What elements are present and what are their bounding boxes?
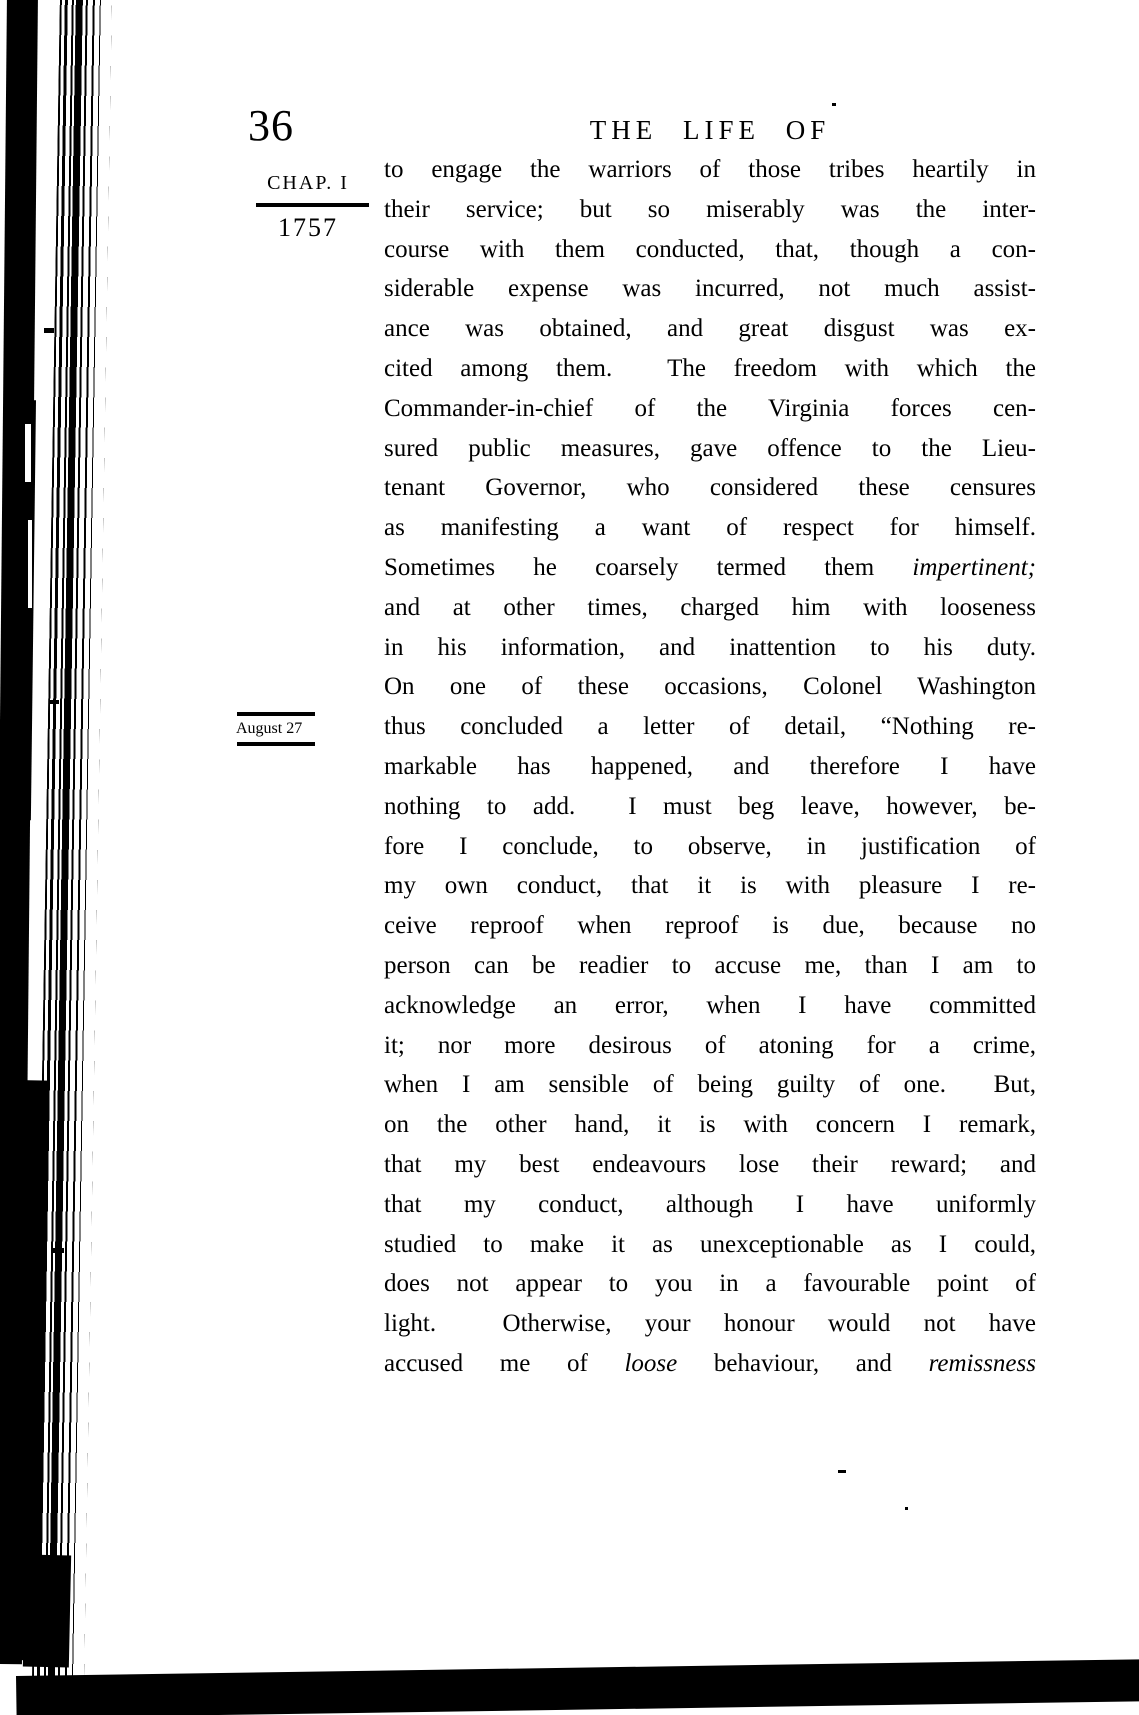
scan-speck: [905, 1507, 908, 1510]
margin-year-label: 1757: [278, 213, 338, 242]
text-line: sured public measures, gave offence to the Lieu-: [384, 434, 1036, 462]
text-line: that my conduct, although I have uniformly: [384, 1190, 1036, 1218]
margin-date-label: August 27: [236, 720, 303, 737]
scan-speck: [832, 103, 836, 106]
text-line: cited among them. The freedom with which the: [384, 354, 1036, 382]
chapter-rule: [256, 203, 369, 207]
text-line: course with them conducted, that, though a con-: [384, 235, 1036, 263]
body-text: [384, 150, 1036, 1384]
text-line: thus concluded a letter of detail, “Nothing re-: [384, 713, 1036, 741]
text-line: person can be readier to accuse me, than I am to: [384, 951, 1036, 979]
scan-line-cluster: [31, 0, 112, 1715]
text-line: in his information, and inattention to his duty.: [384, 633, 1036, 661]
text-line: fore I conclude, to observe, in justification of: [384, 832, 1036, 860]
running-header: THE LIFE OF: [589, 115, 831, 145]
page-number: 36: [248, 101, 294, 150]
scan-white-notch: [28, 520, 32, 608]
text-line: and at other times, charged him with looseness: [384, 593, 1036, 621]
scan-tick: [50, 700, 59, 704]
text-line: markable has happened, and therefore I have: [384, 752, 1036, 780]
scan-tick: [44, 328, 54, 333]
date-rule-bottom: [237, 742, 315, 746]
scan-tick: [52, 1248, 64, 1253]
date-rule-top: [237, 712, 315, 716]
text-line: to engage the warriors of those tribes heartily in: [384, 156, 1036, 183]
scan-gutter-band: [9, 400, 36, 820]
text-line: On one of these occasions, Colonel Washington: [384, 673, 1036, 701]
text-line: their service; but so miserably was the inter-: [384, 195, 1036, 223]
text-line: acknowledge an error, when I have committed: [384, 991, 1036, 1019]
text-line: when I am sensible of being guilty of one. But,: [384, 1071, 1036, 1099]
scan-speck: [838, 1470, 846, 1473]
text-line: nothing to add. I must beg leave, however, be-: [384, 792, 1036, 820]
text-line: ceive reproof when reproof is due, because no: [384, 912, 1036, 940]
text-line: on the other hand, it is with concern I remark,: [384, 1111, 1036, 1139]
text-line: Sometimes he coarsely termed them impertinent;: [384, 553, 1036, 581]
text-line: my own conduct, that it is with pleasure I re-: [384, 872, 1036, 900]
text-line: siderable expense was incurred, not much assist-: [384, 275, 1036, 303]
text-line: studied to make it as unexceptionable as I could,: [384, 1230, 1036, 1258]
text-line: that my best endeavours lose their reward; and: [384, 1150, 1036, 1178]
scan-white-notch: [25, 424, 31, 482]
text-line: ance was obtained, and great disgust was ex-: [384, 315, 1036, 343]
text-line: Commander-in-chief of the Virginia forces cen-: [384, 394, 1036, 422]
text-line: accused me of loose behaviour, and remissness: [384, 1349, 1036, 1377]
text-line: light. Otherwise, your honour would not have: [384, 1310, 1036, 1338]
scan-bottom-bar: [16, 1658, 1139, 1715]
text-line: it; nor more desirous of atoning for a crime,: [384, 1031, 1036, 1059]
text-line: does not appear to you in a favourable point of: [384, 1270, 1036, 1298]
text-line: as manifesting a want of respect for himself.: [384, 514, 1036, 542]
text-line: tenant Governor, who considered these censures: [384, 474, 1036, 502]
margin-chapter-label: CHAP. I: [267, 172, 349, 194]
